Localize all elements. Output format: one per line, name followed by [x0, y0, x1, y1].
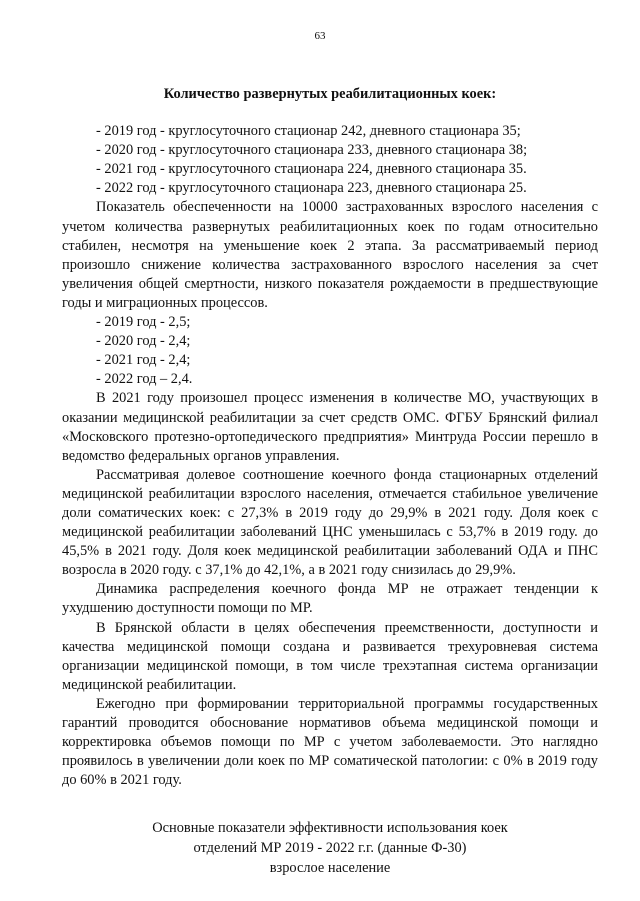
- list-item: - 2019 год - круглосуточного стационар 242, дневного стационара 35;: [96, 123, 521, 140]
- list-item: - 2021 год - 2,4;: [96, 352, 191, 369]
- provision-list: [62, 313, 598, 389]
- document-body: [62, 85, 598, 878]
- paragraph: В 2021 году произошел процесс изменения в количестве МО, участвующих в оказании медицинской реабилитации за счет средств ОМС. ФГБУ Брянский филиал «Московского протезно-ортопедического предприятия» Минтруда России перешло в ведомство федеральных органов управления.: [62, 390, 598, 464]
- beds-list: [62, 122, 598, 198]
- section-heading: Количество развернутых реабилитационных коек:: [163, 86, 497, 102]
- list-item: - 2020 год - круглосуточного стационара 233, дневного стационара 38;: [96, 142, 528, 159]
- list-item: - 2022 год - круглосуточного стационара 223, дневного стационара 25.: [96, 180, 527, 197]
- page-number: 63: [314, 30, 326, 42]
- paragraph: Рассматривая долевое соотношение коечного фонда стационарных отделений медицинской реабилитации взрослого населения, отмечается стабильное увеличение доли соматических коек: с 27,3% в 2019 году до 29,9% в 2021 году. Доля коек с медицинской реабилитации заболеваний ЦНС уменьшилась с 53,7% в 2019 году. до 45,5% в 2021 году. Доля коек медицинской реабилитации заболеваний ОДА и ПНС возросла в 2020 году. с 37,1% до 42,1%, а в 2021 году снизилась до 29,9%.: [62, 466, 598, 579]
- paragraph: Показатель обеспеченности на 10000 застрахованных взрослого населения с учетом количества развернутых реабилитационных коек по годам относительно стабилен, несмотря на уменьшение коек 2 этапа. За рассматриваемый период произошло снижение количества застрахованного взрослого населения за счет увеличения общей смертности, низкого показателя рождаемости в предшествующие годы и миграционных процессов.: [62, 199, 598, 311]
- caption-line: взрослое население: [269, 860, 391, 877]
- paragraph: В Брянской области в целях обеспечения преемственности, доступности и качества медицинской помощи создана и развивается трехуровневая система организации медицинской помощи, в том числе трехэтапная система организации медицинской реабилитации.: [62, 619, 598, 693]
- paragraph: Ежегодно при формировании территориальной программы государственных гарантий проводится обоснование нормативов объема медицинской помощи и корректировка объемов помощи по МР с учетом заболеваемости. Это наглядно проявилось в увеличении доли коек по МР соматической патологии: с 0% в 2019 году до 60% в 2021 году.: [62, 695, 598, 789]
- list-item: - 2021 год - круглосуточного стационара 224, дневного стационара 35.: [96, 161, 527, 178]
- list-item: - 2019 год - 2,5;: [96, 314, 191, 331]
- list-item: - 2022 год – 2,4.: [96, 371, 193, 388]
- table-caption: [62, 818, 598, 878]
- list-item: - 2020 год - 2,4;: [96, 333, 191, 350]
- caption-line: отделений МР 2019 - 2022 г.г. (данные Ф-30): [193, 840, 467, 857]
- paragraph: Динамика распределения коечного фонда МР не отражает тенденции к ухудшению доступности помощи по МР.: [62, 581, 598, 617]
- caption-line: Основные показатели эффективности использования коек: [152, 820, 508, 837]
